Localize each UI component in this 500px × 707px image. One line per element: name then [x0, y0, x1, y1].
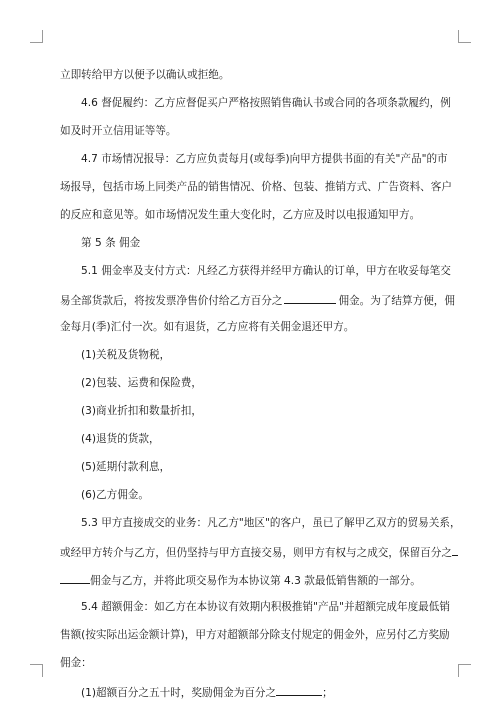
paragraph-line [60, 292, 455, 307]
paragraph-line: 售额(按实际出运金额计算)，甲方对超额部分除支付规定的佣金外，应另付乙方奖励 [60, 629, 450, 641]
clause-5-3: 5.3 甲方直接成交的业务：凡乙方"地区"的客户，虽已了解甲乙双方的贸易关系， [81, 517, 461, 529]
line-text: 易全部货款后，将按发票净售价付给乙方百分之 [60, 295, 283, 307]
crop-mark-top-left [30, 30, 43, 43]
blank-field [452, 544, 458, 556]
list-item: (2)包装、运费和保险费， [81, 377, 202, 389]
line-text: 或经甲方转介与乙方，但仍坚持与甲方直接交易，则甲方有权与之成交，保留百分之 [60, 547, 452, 559]
line-text: 佣金与乙方，并将此项交易作为本协议第 4.3 款最低销售额的一部分。 [90, 575, 421, 587]
paragraph-line: 如及时开立信用证等等。 [60, 125, 177, 137]
blank-field [60, 572, 90, 584]
article-5-heading: 第 5 条 佣金 [81, 237, 141, 249]
list-item: (3)商业折扣和数量折扣， [81, 405, 202, 417]
crop-mark-bottom-right [458, 664, 471, 677]
clause-5-1: 5.1 佣金率及支付方式：凡经乙方获得并经甲方确认的订单，甲方在收妥每笔交 [81, 265, 451, 277]
crop-mark-bottom-left [30, 664, 43, 677]
paragraph-line: 金每月(季)汇付一次。如有退货，乙方应将有关佣金退还甲方。 [60, 321, 355, 333]
line-text: 佣金。为了结算方便，佣 [338, 295, 455, 307]
blank-field [284, 292, 336, 304]
clause-5-4: 5.4 超额佣金：如乙方在本协议有效期内积极推销"产品"并超额完成年度最低销 [81, 601, 450, 613]
paragraph-line [60, 572, 445, 587]
paragraph-line: 场报导，包括市场上同类产品的销售情况、价格、包装、推销方式、广告资料、客户 [60, 181, 452, 193]
blank-field [276, 684, 322, 696]
clause-4-6: 4.6 督促履约：乙方应督促买户严格按照销售确认书或合同的各项条款履约，例 [81, 97, 451, 109]
paragraph-line: 佣金： [60, 657, 92, 669]
list-item: (1)关税及货物税， [81, 349, 171, 361]
paragraph-line: 立即转给甲方以便予以确认或拒绝。 [60, 69, 230, 81]
line-text: (1)超额百分之五十时，奖励佣金为百分之 [81, 687, 277, 699]
document-body [60, 68, 461, 699]
list-item: (5)延期付款利息， [81, 461, 171, 473]
line-text: ； [322, 687, 333, 699]
list-item: (4)退货的货款， [81, 433, 160, 445]
clause-4-7: 4.7 市场情况报导：乙方应负责每月(或每季)向甲方提供书面的有关"产品"的市 [81, 153, 448, 165]
list-item: (6)乙方佣金。 [81, 489, 149, 501]
paragraph-line [60, 544, 452, 559]
paragraph-line: 的反应和意见等。如市场情况发生重大变化时，乙方应及时以电报通知甲方。 [60, 209, 421, 221]
list-item [60, 684, 445, 699]
crop-mark-top-right [458, 30, 471, 43]
